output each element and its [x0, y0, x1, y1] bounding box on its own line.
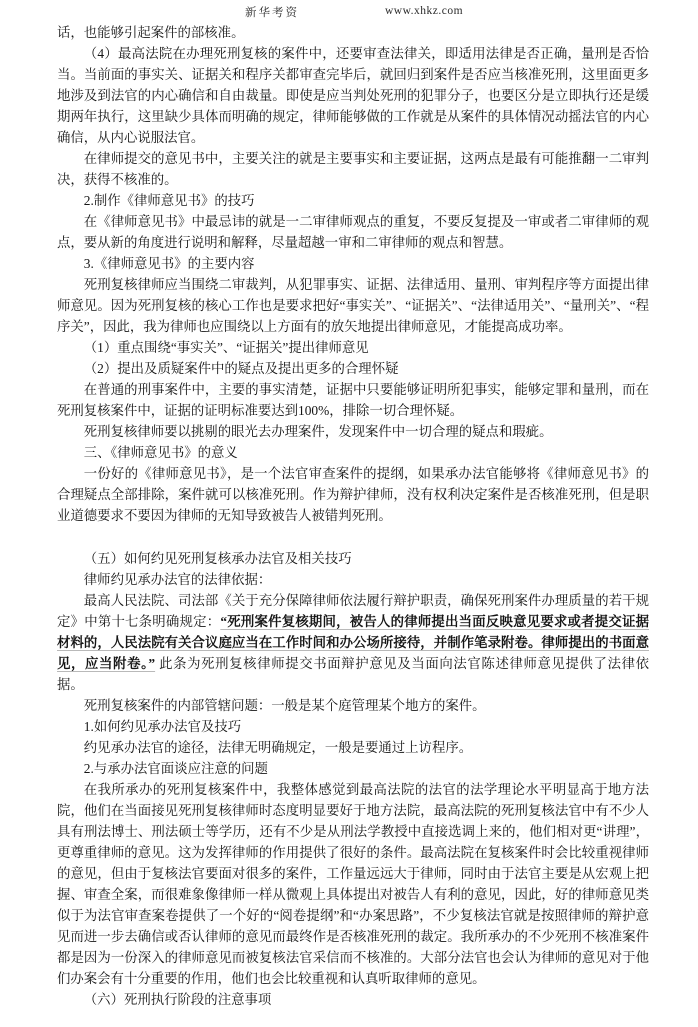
paragraph: 死刑复核律师应当围绕二审裁判，从犯罪事实、证据、法律适用、量刑、审判程序等方面提出律师意见。因为死刑复核的核心工作也是要求把好“事实关”、“证据关”、“法律适用关”、“量刑关”、“程序关”，因此，我为律师也应围绕以上方面有的放矢地提出律师意见，才能提高成功率。 — [57, 277, 649, 334]
heading-item-2: 2.制作《律师意见书》的技巧 — [83, 193, 255, 208]
document-body — [57, 22, 649, 1010]
heading-item-2b: 2.与承办法官面谈应注意的问题 — [83, 761, 268, 776]
paragraph: 在《律师意见书》中最忌讳的就是一二审律师观点的重复，不要反复提及一审或者二审律师的观点，要从新的角度进行说明和解释，尽量超越一审和二审律师的观点和智慧。 — [57, 214, 649, 250]
heading-item-3: 3.《律师意见书》的主要内容 — [83, 256, 255, 271]
heading-section-6: （六）死刑执行阶段的注意事项 — [83, 992, 272, 1007]
legal-basis-suffix: 此条为死刑复核律师提交书面辩护意见及当面向法官陈述律师意见提供了法律依据。 — [57, 656, 649, 692]
paragraph: 一份好的《律师意见书》，是一个法官审查案件的提纲，如果承办法官能够将《律师意见书》的合理疑点全部排除，案件就可以核准死刑。作为辩护律师，没有权利决定案件是否核准死刑，但是职业道德要求不要因为律师的无知导致被告人被错判死刑。 — [57, 466, 649, 523]
legal-basis-quote: “死刑案件复核期间，被告人的律师提出当面反映意见要求或者提交证据材料的，人民法院有关合议庭应当在工作时间和办公场所接待，并制作笔录附卷。律师提出的书面意见，应当附卷。” — [57, 614, 649, 671]
paragraph-legal-basis-label: 律师约见承办法官的法律依据： — [83, 572, 272, 587]
paragraph: 死刑复核律师要以挑剔的眼光去办理案件，发现案件中一切合理的疑点和瑕疵。 — [83, 424, 553, 439]
paragraph: 约见承办法官的途径，法律无明确规定，一般是要通过上访程序。 — [83, 740, 473, 755]
heading-item-1: 1.如何约见承办法官及技巧 — [83, 719, 242, 734]
paragraph-point-4: （4）最高法院在办理死刑复核的案件中，还要审查法律关，即适用法律是否正确，量刑是否恰当。当前面的事实关、证据关和程序关都审查完毕后，就回归到案件是否应当核准死刑，这里面更多地涉及到法官的内心确信和自由裁量。即使是应当判处死刑的犯罪分子，也要区分是立即执行还是缓期两年执行，这里缺少具体而明确的规定，律师能够做的工作就是从案件的具体情况动摇法官的内心确信，从内心说服法官。 — [57, 46, 649, 145]
paragraph-legal-basis — [57, 590, 649, 695]
paragraph-continuation: 话，也能够引起案件的部核准。 — [57, 25, 245, 40]
paragraph-subpoint-2: （2）提出及质疑案件中的疑点及提出更多的合理怀疑 — [83, 361, 399, 376]
header-site-url: www.xhkz.com — [385, 5, 464, 17]
paragraph: 在我所承办的死刑复核案件中，我整体感觉到最高法院的法官的法学理论水平明显高于地方法院，他们在当面接见死刑复核律师时态度明显要好于地方法院，最高法院的死刑复核法官中有不少人具有刑法博士、刑法硕士等学历，还有不少是从刑法学教授中直接选调上来的，他们相对更“讲理”，更尊重律师的意见。这为发挥律师的作用提供了很好的条件。最高法院在复核案件时会比较重视律师的意见，但由于复核法官要面对很多的案件，工作量远远大于律师，同时由于法官主要是从宏观上把握、审查全案，而很难象像律师一样从微观上具体提出对被告人有利的意见，因此，好的律师意见类似于为法官审查案卷提供了一个好的“阅卷提纲”和“办案思路”，不少复核法官就是按照律师的辩护意见而进一步去确信或否认律师的意见而最终作是否核准死刑的裁定。我所承办的不少死刑不核准案件都是因为一份深入的律师意见而被复核法官采信而不核准的。大部分法官也会认为律师的意见对于他们办案会有十分重要的作用，他们也会比较重视和认真听取律师的意见。 — [57, 782, 649, 986]
paragraph-subpoint-1: （1）重点围绕“事实关”、“证据关”提出律师意见 — [83, 340, 369, 355]
heading-section-3: 三、《律师意见书》的意义 — [83, 445, 238, 460]
paragraph: 死刑复核案件的内部管辖问题：一般是某个庭管理某个地方的案件。 — [83, 698, 486, 713]
heading-section-5: （五）如何约见死刑复核承办法官及相关技巧 — [83, 551, 352, 566]
paragraph: 在普通的刑事案件中，主要的事实清楚，证据中只要能够证明所犯事实，能够定罪和量刑，而在死刑复核案件中，证据的证明标准要达到100%，排除一切合理怀疑。 — [57, 382, 649, 418]
paragraph: 在律师提交的意见书中，主要关注的就是主要事实和主要证据，这两点是最有可能推翻一二审判决，获得不核准的。 — [57, 151, 649, 187]
legal-basis-prefix: 最高人民法院、司法部《关于充分保障律师依法履行辩护职责，确保死刑案件办理质量的若干规定》中第十七条明确规定： — [57, 593, 649, 629]
header-site-name: 新华考资 — [245, 7, 299, 19]
page-header — [0, 2, 698, 20]
